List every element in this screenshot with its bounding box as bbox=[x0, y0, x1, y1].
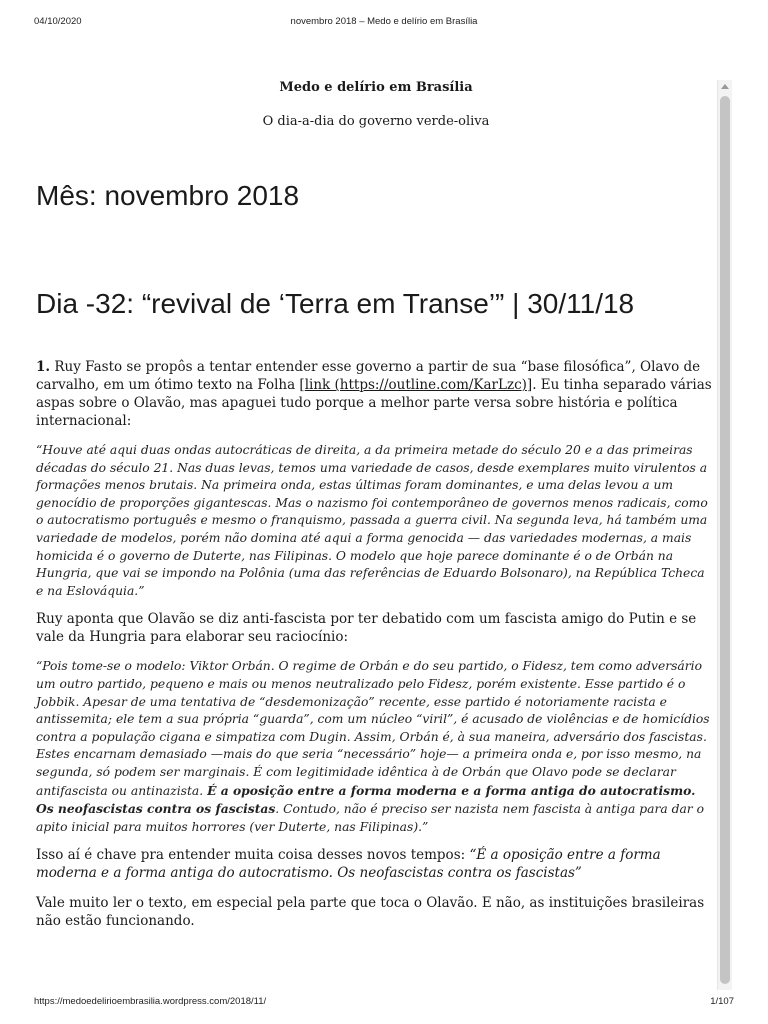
intro-text-before: Ruy Fasto se propôs a tentar entender esse governo a partir de sua “base filosófica”, Olavo de carvalho, em um ótimo texto na Folha [ bbox=[36, 359, 701, 393]
chave-text: Isso aí é chave pra entender muita coisa desses novos tempos: bbox=[36, 847, 470, 864]
paragraph-ruy-aponta: Ruy aponta que Olavão se diz anti-fascista por ter debatido com um fascista amigo do Putin e se vale da Hungria para elaborar seu raciocínio: bbox=[36, 611, 697, 646]
print-doc-title: novembro 2018 – Medo e delírio em Brasília bbox=[290, 16, 478, 27]
scrollbar-thumb[interactable] bbox=[720, 96, 730, 984]
site-tagline: O dia-a-dia do governo verde-oliva bbox=[262, 114, 490, 129]
print-header bbox=[34, 16, 734, 30]
site-title[interactable]: Medo e delírio em Brasília bbox=[279, 80, 473, 95]
quote-modelo-orban bbox=[36, 658, 712, 836]
quote-orban-text: “Pois tome-se o modelo: Viktor Orbán. O regime de Orbán e do seu partido, o Fidesz, tem como adversário um outro partido, pequeno e mais ou menos neutralizado pelo Fidesz, porém existente. Esse partido é o Jobbik. Apesar de uma tentativa de “desdemonização” recente, esse partido é notoriamente racista e antissemita; ele tem a sua própria “guarda”, com um núcleo “viril”, é acusado de violências e de homicídios contra a população cigana e simpatiza com Dugin. Assim, Orbán é, à sua maneira, adversário dos fascistas. Estes encarnam demasiado —mais do que seria “necessário” hoje— a primeira onda e, por isso mesmo, na segunda, só podem ser marginais. É com legitimidade idêntica à de Orbán que Olavo pode se declarar antifascista ou antinazista. bbox=[36, 659, 710, 798]
quote-orban-bold: É a oposição entre a forma moderna e a forma antiga do autocratismo. Os neofascistas contra os fascistas bbox=[36, 782, 696, 817]
outline-link[interactable]: link (https://outline.com/KarLzc) bbox=[304, 377, 527, 393]
archive-title: Mês: novembro 2018 bbox=[36, 180, 300, 211]
print-url: https://medoedelirioembrasilia.wordpress.com/2018/11/ bbox=[34, 996, 267, 1007]
item-number: 1. bbox=[36, 359, 51, 375]
chave-quote: “É a oposição entre a forma moderna e a forma antiga do autocratismo. Os neofascistas contra os fascistas” bbox=[36, 847, 661, 882]
print-page-number: 1/107 bbox=[710, 996, 734, 1007]
post-title[interactable]: Dia -32: “revival de ‘Terra em Transe’” | 30/11/18 bbox=[36, 288, 635, 319]
quote-ondas-autocraticas: “Houve até aqui duas ondas autocráticas de direita, a da primeira metade do século 20 e a das primeiras décadas do século 21. Nas duas levas, temos uma variedade de casos, desde exemplares muito virulentos a formações menos brutais. Na primeira onda, estas últimas foram dominantes, e uma delas levou a um genocídio de proporções gigantescas. Mas o nazismo foi contemporâneo de governos menos radicais, como o autocratismo português e mesmo o franquismo, passada a guerra civil. Na segunda leva, há também uma variedade de modelos, porém não domina até aqui a forma genocida — das variedades modernas, a mais homicida é o governo de Duterte, nas Filipinas. O modelo que hoje parece dominante é o de Orbán na Hungria, que vai se impondo na Polônia (uma das referências de Eduardo Bolsonaro), na República Tcheca e na Eslováquia.” bbox=[36, 443, 708, 598]
post-body bbox=[36, 358, 712, 942]
intro-text-after: ]. Eu tinha separado várias aspas sobre o Olavão, mas apaguei tudo porque a melhor parte versa sobre história e política internacional: bbox=[36, 377, 712, 429]
paragraph-vale-ler: Vale muito ler o texto, em especial pela parte que toca o Olavão. E não, as instituições brasileiras não estão funcionando. bbox=[36, 895, 705, 930]
scrollbar[interactable] bbox=[717, 80, 732, 990]
paragraph-chave bbox=[36, 846, 712, 882]
quote-orban-text-end: . Contudo, não é preciso ser nazista nem fascista à antiga para dar o apito inicial para muitos horrores (ver Duterte, nas Filipinas).” bbox=[36, 802, 704, 834]
paragraph-intro bbox=[36, 358, 712, 430]
print-date: 04/10/2020 bbox=[34, 16, 82, 27]
print-footer bbox=[34, 996, 734, 1010]
scroll-up-arrow-icon[interactable] bbox=[721, 84, 729, 89]
